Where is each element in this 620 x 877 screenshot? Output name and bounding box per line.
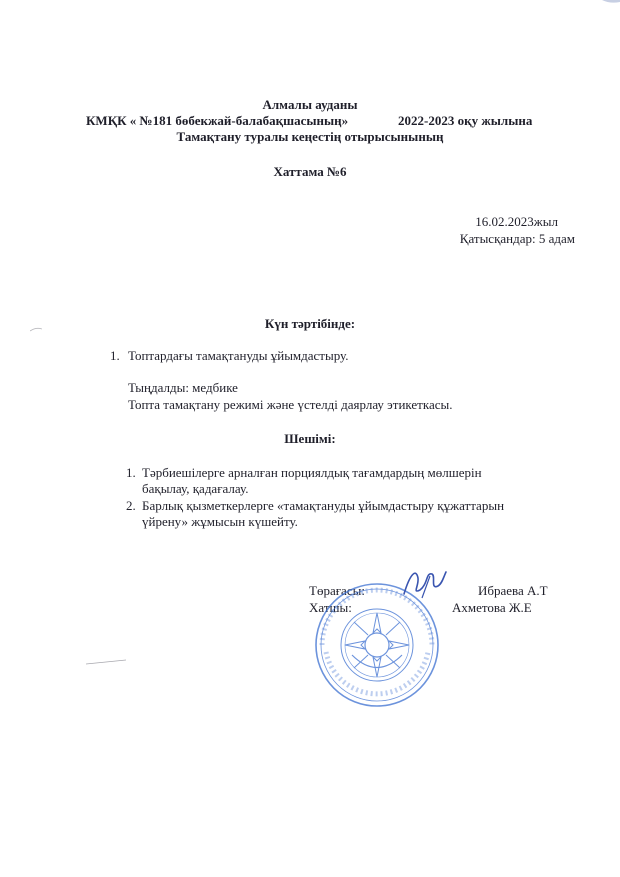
district-heading: Алмалы ауданы	[262, 97, 358, 112]
participants-count: Қатысқандар: 5 адам	[459, 231, 575, 246]
secretary-label: Хатшы:	[309, 600, 352, 615]
scan-corner-artifact	[600, 0, 620, 20]
protocol-date: 16.02.2023жыл	[475, 214, 558, 229]
agenda-heading: Күн тәртібінде:	[264, 316, 356, 331]
academic-year: 2022-2023 оқу жылына	[398, 113, 533, 128]
meeting-heading: Тамақтану туралы кеңестің отырысынының	[176, 129, 444, 144]
decision-item-2-line-2: үйрену» жұмысын күшейту.	[142, 514, 298, 529]
decision-heading: Шешімі:	[284, 431, 336, 446]
scan-artifact-mark	[30, 320, 42, 328]
decision-item-1-line-1: Тәрбиешілерге арналған порциялдық тағамдардың мөлшерін	[142, 465, 482, 480]
scan-artifact-line	[86, 652, 126, 658]
agenda-item-number: 1.	[110, 348, 120, 363]
chair-label: Төрағасы:	[309, 583, 365, 598]
protocol-title: Хаттама №6	[273, 164, 347, 179]
decision-item-2-number: 2.	[126, 498, 136, 513]
decision-item-1-line-2: бақылау, қадағалау.	[142, 481, 249, 496]
organization-heading: КМҚК « №181 бөбекжай-балабақшасының»	[86, 113, 349, 128]
chair-name: Ибраева А.Т	[478, 583, 548, 598]
decision-item-1-number: 1.	[126, 465, 136, 480]
chair-signature	[400, 564, 450, 604]
secretary-name: Ахметова Ж.Е	[452, 600, 532, 615]
agenda-topic: Топта тамақтану режимі және үстелді даярлау этикеткасы.	[128, 397, 453, 412]
agenda-item-1: Топтардағы тамақтануды ұйымдастыру.	[128, 348, 349, 363]
heard-speaker: Тыңдалды: медбике	[128, 380, 238, 395]
decision-item-2-line-1: Барлық қызметкерлерге «тамақтануды ұйымдастыру құжаттарын	[142, 498, 505, 513]
